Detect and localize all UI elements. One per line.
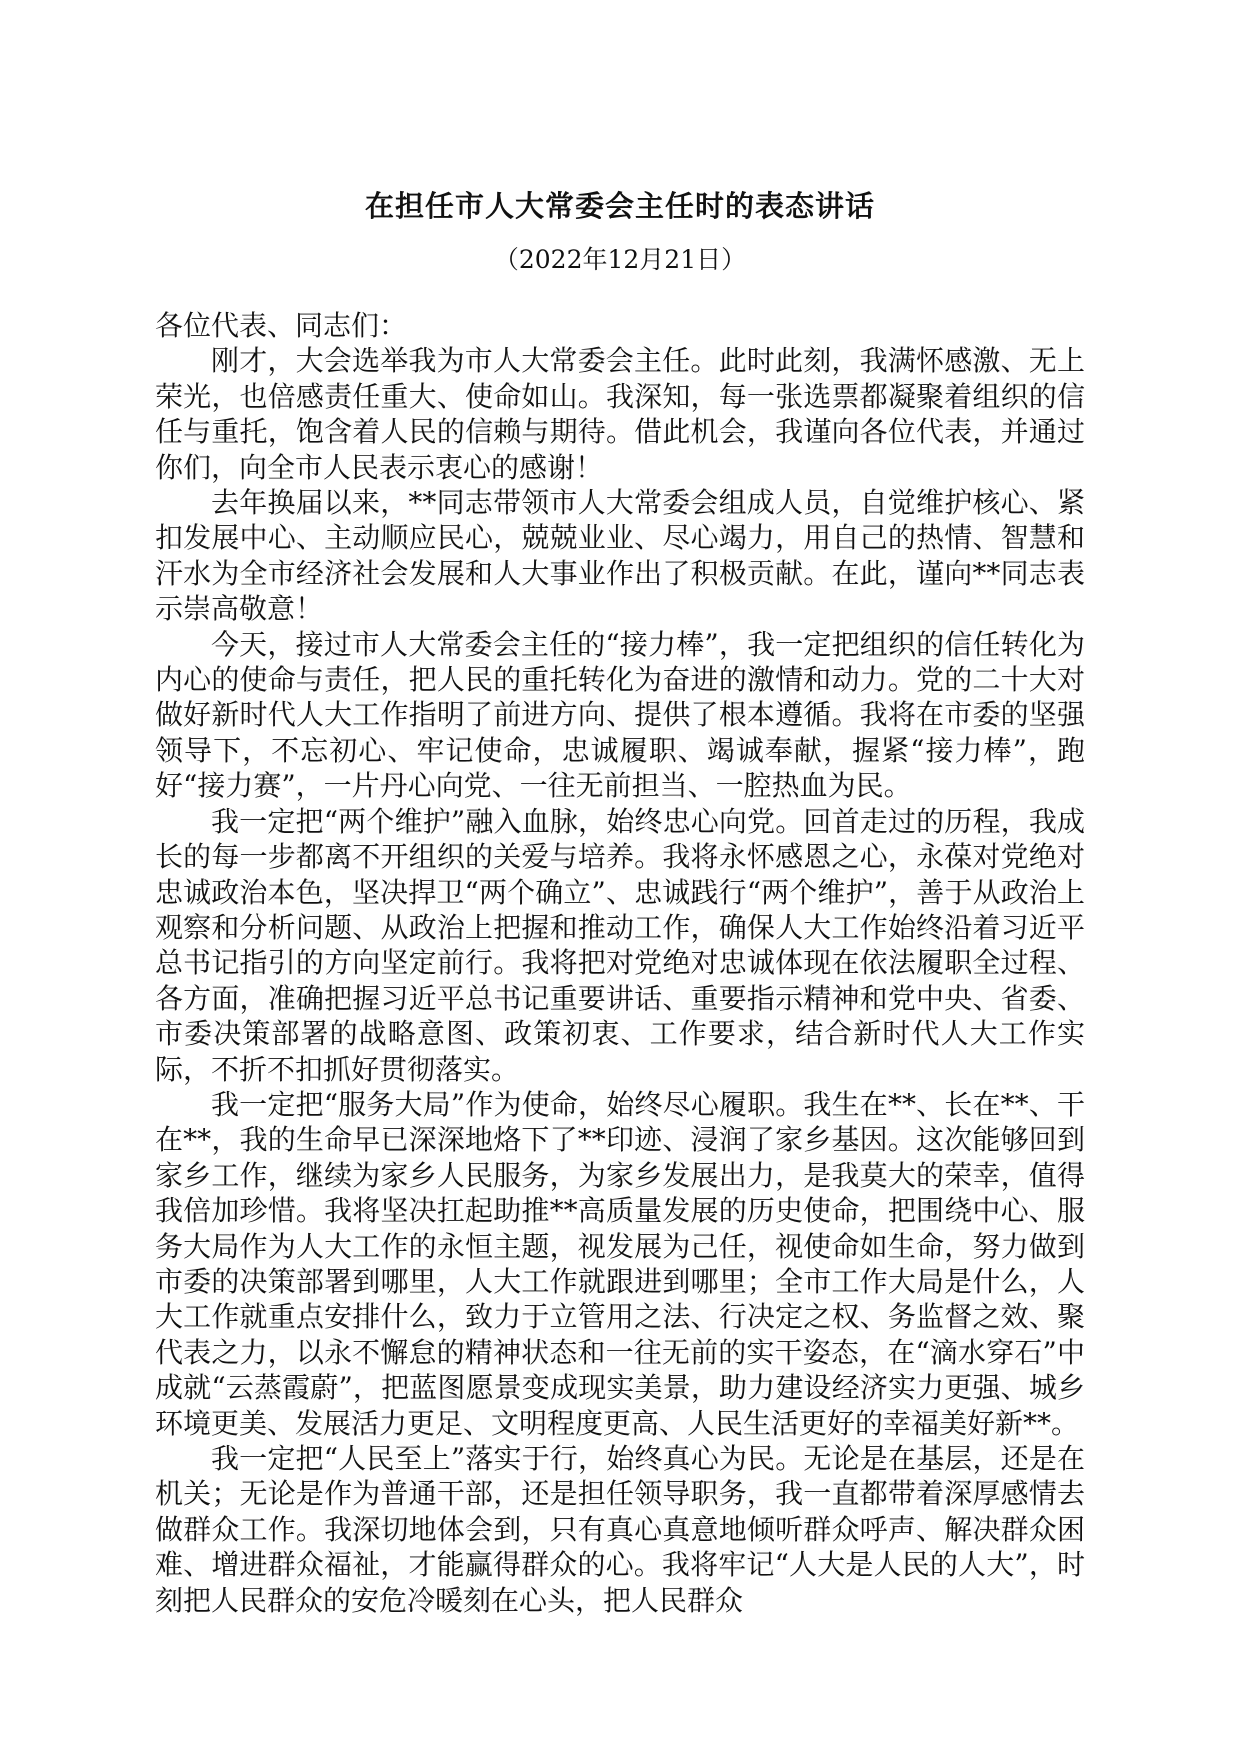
paragraph-thanks: 刚才，大会选举我为市人大常委会主任。此时此刻，我满怀感激、无上荣光，也倍感责任重大、使命如山。我深知，每一张选票都凝聚着组织的信任与重托，饱含着人民的信赖与期待。借此机会，我谨向各位代表，并通过你们，向全市人民表示衷心的感谢！ [155, 344, 1085, 484]
document-date: （2022年12月21日） [493, 245, 747, 274]
salutation: 各位代表、同志们： [155, 309, 408, 342]
paragraph-people-first: 我一定把“人民至上”落实于行，始终真心为民。无论是在基层，还是在机关；无论是作为普通干部，还是担任领导职务，我一直都带着深厚感情去做群众工作。我深切地体会到，只有真心真意地倾听群众呼声、解决群众困难、增进群众福祉，才能赢得群众的心。我将牢记“人大是人民的人大”，时刻把人民群众的安危冷暖刻在心头，把人民群众 [155, 1442, 1085, 1617]
document-title: 在担任市人大常委会主任时的表态讲话 [364, 189, 875, 223]
document-body [155, 308, 1085, 1618]
paragraph-serve-overall: 我一定把“服务大局”作为使命，始终尽心履职。我生在**、长在**、干在**，我的生命早已深深地烙下了**印迹、浸润了家乡基因。这次能够回到家乡工作，继续为家乡人民服务，为家乡发展出力，是我莫大的荣幸，值得我倍加珍惜。我将坚决扛起助推**高质量发展的历史使命，把围绕中心、服务大局作为人大工作的永恒主题，视发展为己任，视使命如生命，努力做到市委的决策部署到哪里，人大工作就跟进到哪里；全市工作大局是什么，人大工作就重点安排什么，致力于立管用之法、行决定之权、务监督之效、聚代表之力，以永不懈怠的精神状态和一往无前的实干姿态，在“滴水穿石”中成就“云蒸霞蔚”，把蓝图愿景变成现实美景，助力建设经济实力更强、城乡环境更美、发展活力更足、文明程度更高、人民生活更好的幸福美好新**。 [155, 1087, 1085, 1440]
paragraph-two-upholds: 我一定把“两个维护”融入血脉，始终忠心向党。回首走过的历程，我成长的每一步都离不开组织的关爱与培养。我将永怀感恩之心，永葆对党绝对忠诚政治本色，坚决捍卫“两个确立”、忠诚践行“两个维护”，善于从政治上观察和分析问题、从政治上把握和推动工作，确保人大工作始终沿着习近平总书记指引的方向坚定前行。我将把对党绝对忠诚体现在依法履职全过程、各方面，准确把握习近平总书记重要讲话、重要指示精神和党中央、省委、市委决策部署的战略意图、政策初衷、工作要求，结合新时代人大工作实际，不折不扣抓好贯彻落实。 [155, 804, 1085, 1086]
paragraph-predecessor: 去年换届以来，**同志带领市人大常委会组成人员，自觉维护核心、紧扣发展中心、主动顺应民心，兢兢业业、尽心竭力，用自己的热情、智慧和汗水为全市经济社会发展和人大事业作出了积极贡献。在此，谨向**同志表示崇高敬意！ [155, 486, 1085, 626]
document-page [155, 0, 1085, 1754]
paragraph-relay-baton: 今天，接过市人大常委会主任的“接力棒”，我一定把组织的信任转化为内心的使命与责任，把人民的重托转化为奋进的激情和动力。党的二十大对做好新时代人大工作指明了前进方向、提供了根本遵循。我将在市委的坚强领导下，不忘初心、牢记使命，忠诚履职、竭诚奉献，握紧“接力棒”，跑好“接力赛”，一片丹心向党、一往无前担当、一腔热血为民。 [155, 627, 1085, 803]
